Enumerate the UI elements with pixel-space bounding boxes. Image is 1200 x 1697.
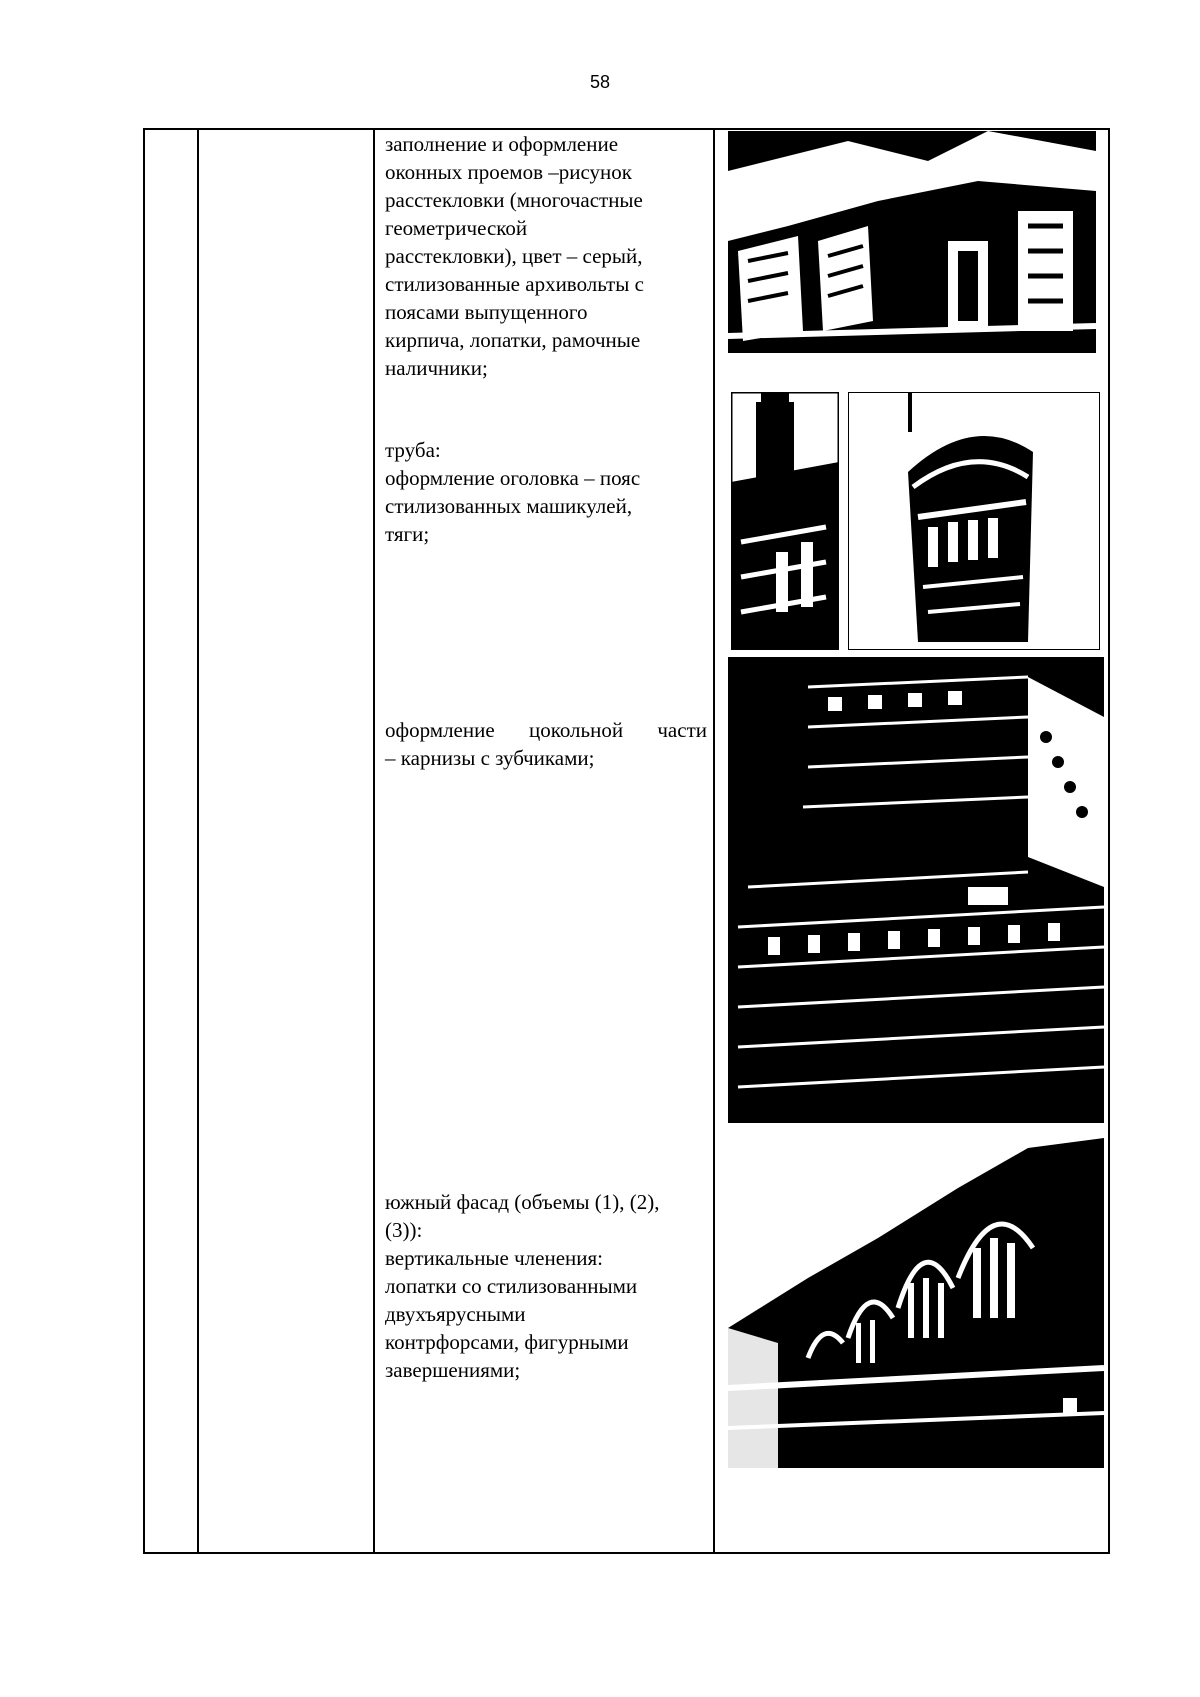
text-line: поясами выпущенного — [385, 300, 588, 324]
column-divider-1 — [197, 130, 199, 1552]
text-line: – карнизы с зубчиками; — [385, 746, 595, 770]
plinth-cornice-photo — [728, 657, 1104, 1123]
text-line: труба: — [385, 438, 441, 462]
south-facade-photo — [728, 1128, 1104, 1468]
text-line: геометрической — [385, 216, 528, 240]
text-line: расстекловки), цвет – серый, — [385, 244, 643, 268]
text-line: оформление оголовка – пояс — [385, 466, 641, 490]
chimney-top-photo-small — [731, 392, 839, 650]
description-window-openings — [385, 130, 644, 382]
text-line: стилизованных машикулей, — [385, 494, 633, 518]
column-divider-2 — [373, 130, 375, 1552]
text-line: оформление цокольной части — [385, 718, 707, 742]
text-line: вертикальные членения: — [385, 1246, 604, 1270]
text-line: завершениями; — [385, 1358, 521, 1382]
description-south-facade — [385, 1188, 659, 1384]
column-divider-3 — [713, 130, 715, 1552]
text-line: стилизованные архивольты с — [385, 272, 644, 296]
text-line: кирпича, лопатки, рамочные — [385, 328, 641, 352]
text-line: тяги; — [385, 522, 430, 546]
chimney-head-photo — [848, 392, 1100, 650]
window-openings-photo — [728, 131, 1096, 353]
text-line: заполнение и оформление — [385, 132, 619, 156]
text-line: наличники; — [385, 356, 488, 380]
text-line: расстекловки (многочастные — [385, 188, 643, 212]
text-line: южный фасад (объемы (1), (2), — [385, 1190, 660, 1214]
description-chimney — [385, 436, 640, 548]
text-line: контрфорсами, фигурными — [385, 1330, 629, 1354]
text-line: лопатки со стилизованными — [385, 1274, 638, 1298]
text-line: (3)): — [385, 1218, 423, 1242]
description-plinth — [385, 716, 707, 772]
page-number: 58 — [589, 72, 611, 92]
text-line: оконных проемов –рисунок — [385, 160, 632, 184]
text-line: двухъярусными — [385, 1302, 526, 1326]
